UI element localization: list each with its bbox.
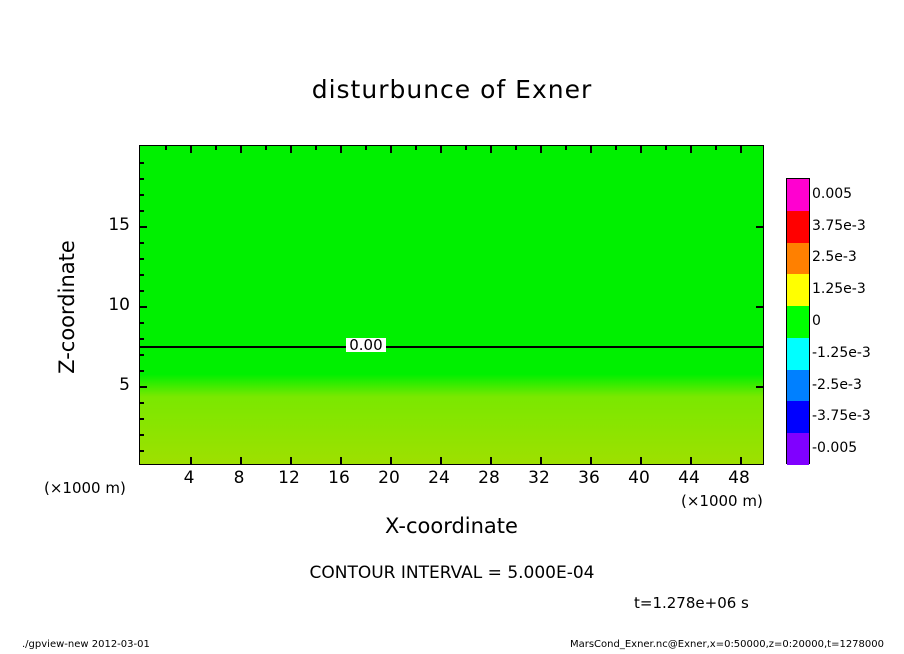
y-minor-tick bbox=[140, 194, 144, 196]
colorbar-cell bbox=[787, 211, 809, 243]
y-minor-tick bbox=[140, 178, 144, 180]
x-tick bbox=[390, 146, 392, 153]
y-minor-tick bbox=[140, 274, 144, 276]
x-minor-tick bbox=[615, 146, 617, 150]
x-minor-tick bbox=[565, 146, 567, 150]
x-minor-tick bbox=[665, 146, 667, 150]
x-tick bbox=[190, 146, 192, 153]
colorbar-cell bbox=[787, 338, 809, 370]
colorbar-tick-label: 2.5e-3 bbox=[812, 249, 857, 266]
x-tick bbox=[440, 457, 442, 464]
colorbar-tick-label: 0 bbox=[812, 313, 821, 329]
y-minor-tick bbox=[140, 322, 144, 324]
x-tick bbox=[590, 146, 592, 153]
colorbar-cell bbox=[787, 370, 809, 402]
colorbar-cell bbox=[787, 274, 809, 306]
y-minor-tick bbox=[140, 338, 144, 340]
x-tick bbox=[590, 457, 592, 464]
colorbar-tick-label: 1.25e-3 bbox=[812, 281, 866, 298]
y-tick bbox=[140, 306, 147, 308]
y-tick bbox=[756, 386, 763, 388]
y-minor-tick bbox=[140, 210, 144, 212]
y-minor-tick bbox=[140, 354, 144, 356]
x-tick bbox=[740, 146, 742, 153]
colorbar-cell bbox=[787, 179, 809, 211]
time-label: t=1.278e+06 s bbox=[634, 594, 749, 612]
colorbar-tick-label: 0.005 bbox=[812, 185, 853, 202]
colorbar-tick-label: 3.75e-3 bbox=[812, 217, 866, 234]
y-tick-label: 15 bbox=[108, 215, 130, 235]
heatmap-field bbox=[140, 146, 763, 464]
x-unit-left: (×1000 m) bbox=[44, 479, 126, 497]
x-tick-label: 12 bbox=[278, 468, 300, 488]
colorbar-cell bbox=[787, 433, 809, 465]
x-tick bbox=[540, 457, 542, 464]
x-tick bbox=[690, 457, 692, 464]
x-tick bbox=[440, 146, 442, 153]
x-tick-label: 48 bbox=[728, 468, 750, 488]
y-minor-tick bbox=[140, 402, 144, 404]
x-minor-tick bbox=[715, 146, 717, 150]
y-minor-tick bbox=[140, 258, 144, 260]
x-tick-label: 24 bbox=[428, 468, 450, 488]
plot-area bbox=[139, 145, 764, 465]
x-minor-tick bbox=[515, 146, 517, 150]
y-axis-title: Z-coordinate bbox=[55, 240, 79, 374]
x-minor-tick bbox=[415, 146, 417, 150]
x-tick-label: 20 bbox=[378, 468, 400, 488]
x-tick-label: 40 bbox=[628, 468, 650, 488]
colorbar-tick-label: -1.25e-3 bbox=[812, 344, 871, 361]
x-tick bbox=[290, 457, 292, 464]
x-tick bbox=[490, 146, 492, 153]
x-tick bbox=[640, 146, 642, 153]
x-tick bbox=[240, 457, 242, 464]
x-minor-tick bbox=[465, 146, 467, 150]
x-tick bbox=[290, 146, 292, 153]
y-minor-tick bbox=[140, 370, 144, 372]
x-minor-tick bbox=[365, 146, 367, 150]
x-tick bbox=[340, 457, 342, 464]
x-tick bbox=[390, 457, 392, 464]
y-minor-tick bbox=[140, 450, 144, 452]
y-tick bbox=[756, 306, 763, 308]
y-minor-tick bbox=[140, 242, 144, 244]
x-tick bbox=[490, 457, 492, 464]
footer-right: MarsCond_Exner.nc@Exner,x=0:50000,z=0:20000,t=1278000 bbox=[569, 639, 884, 650]
x-minor-tick bbox=[215, 146, 217, 150]
colorbar bbox=[786, 178, 810, 464]
x-axis-title: X-coordinate bbox=[385, 514, 518, 538]
colorbar-cell bbox=[787, 306, 809, 338]
x-tick bbox=[540, 146, 542, 153]
x-tick-label: 32 bbox=[528, 468, 550, 488]
colorbar-tick-label: -3.75e-3 bbox=[812, 408, 871, 425]
x-minor-tick bbox=[265, 146, 267, 150]
y-tick bbox=[140, 226, 147, 228]
colorbar-tick-label: -0.005 bbox=[812, 440, 858, 457]
x-tick-label: 44 bbox=[678, 468, 700, 488]
x-tick bbox=[240, 146, 242, 153]
y-tick-label: 10 bbox=[108, 295, 130, 315]
colorbar-cell bbox=[787, 401, 809, 433]
y-minor-tick bbox=[140, 290, 144, 292]
footer-left: ./gpview-new 2012-03-01 bbox=[22, 639, 150, 650]
y-minor-tick bbox=[140, 434, 144, 436]
x-tick-label: 28 bbox=[478, 468, 500, 488]
x-tick-label: 4 bbox=[183, 468, 195, 488]
x-tick-label: 36 bbox=[578, 468, 600, 488]
x-tick-label: 8 bbox=[233, 468, 245, 488]
x-minor-tick bbox=[165, 146, 167, 150]
y-tick bbox=[756, 226, 763, 228]
x-tick bbox=[690, 146, 692, 153]
contour-interval-label: CONTOUR INTERVAL = 5.000E-04 bbox=[309, 563, 595, 583]
x-unit-right: (×1000 m) bbox=[681, 492, 763, 510]
x-tick-label: 16 bbox=[328, 468, 350, 488]
y-minor-tick bbox=[140, 418, 144, 420]
y-tick-label: 5 bbox=[119, 375, 130, 395]
colorbar-cell bbox=[787, 243, 809, 275]
y-minor-tick bbox=[140, 162, 144, 164]
x-tick bbox=[190, 457, 192, 464]
x-tick bbox=[340, 146, 342, 153]
y-tick bbox=[140, 386, 147, 388]
chart-title: disturbunce of Exner bbox=[311, 75, 593, 104]
contour-line-zero bbox=[140, 346, 763, 348]
contour-label-zero: 0.00 bbox=[346, 338, 385, 352]
x-tick bbox=[740, 457, 742, 464]
colorbar-tick-label: -2.5e-3 bbox=[812, 376, 862, 393]
x-tick bbox=[640, 457, 642, 464]
x-minor-tick bbox=[315, 146, 317, 150]
